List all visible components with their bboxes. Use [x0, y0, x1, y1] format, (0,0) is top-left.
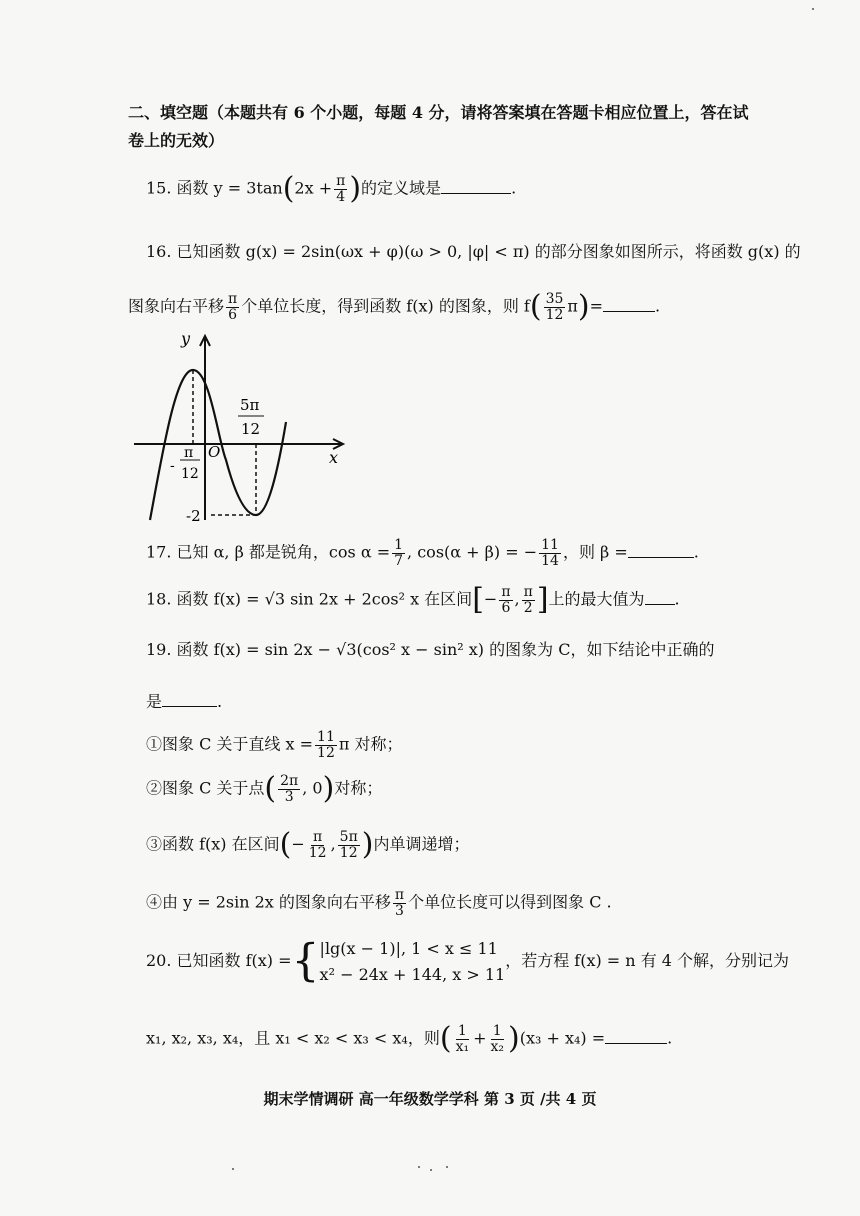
tick-right-den: 12	[241, 420, 261, 438]
sine-graph	[128, 330, 353, 530]
min-label: -2	[186, 507, 201, 525]
question-20-line2: x₁, x₂, x₃, x₄，且 x₁ < x₂ < x₃ < x₄，则( $\frac{1}{\text{x₁}}$ + $\frac{1}{\text{x₂}}$ )(x₃ + x₄) = .	[146, 1021, 673, 1057]
option-1: ①图象 C 关于直线 x = $\frac{11}{12}$ π 对称；	[146, 729, 403, 761]
question-16-line2: 图象向右平移 $\frac{\pi}{6}$ 个单位长度，得到函数 f(x) 的图象，则 f( $\frac{35}{12}$ π)= .	[128, 289, 661, 325]
q15-suffix: 的定义域是	[361, 178, 442, 198]
question-19: 19. 函数 f(x) = sin 2x − √3(cos² x − sin² x) 的图象为 C，如下结论中正确的	[146, 640, 715, 659]
x-label: x	[329, 448, 339, 467]
answer-blank-17	[628, 543, 694, 558]
option-3: ③函数 f(x) 在区间(− $\frac{\pi}{12}$ , $\frac{5\pi}{12}$ )内单调递增；	[146, 827, 470, 863]
origin-label: O	[208, 443, 221, 461]
q15-fraction: $\frac{\pi}{4}$	[336, 173, 346, 205]
answer-blank-18	[645, 590, 675, 605]
answer-blank-20	[605, 1029, 667, 1044]
section-header: 二、填空题（本题共有 6 个小题，每题 4 分，请将答案填在答题卡相应位置上，答在试	[128, 103, 749, 122]
q17-frac2: $\frac{11}{14}$	[541, 537, 559, 569]
q16-arg-fraction: $\frac{35}{12}$	[545, 291, 564, 323]
question-18: 18. 函数 f(x) = √3 sin 2x + 2cos² x 在区间[− $\frac{\pi}{6}$ , $\frac{\pi}{2}$ ]上的最大值为 .	[146, 582, 680, 618]
q17-frac1: $\frac{1}{7}$	[394, 537, 404, 569]
answer-blank-15	[441, 179, 511, 194]
question-19-line2: 是 .	[146, 692, 223, 711]
option-2: ②图象 C 关于点( $\frac{2\pi}{3}$ , 0)对称；	[146, 771, 383, 807]
q16-shift-fraction: $\frac{\pi}{6}$	[228, 291, 238, 323]
tick-left-sign: -	[170, 458, 175, 474]
option-4: ④由 y = 2sin 2x 的图象向右平移 $\frac{\pi}{3}$ 个单位长度可以得到图象 C .	[146, 887, 612, 919]
question-17: 17. 已知 α, β 都是锐角，cos α = $\frac{1}{7}$ , cos(α + β) = − $\frac{11}{14}$ ，则 β = .	[146, 537, 699, 569]
q15-inner: 2x +	[294, 178, 333, 198]
q15-text: 15. 函数 y = 3tan	[146, 178, 283, 198]
question-15: 15. 函数 y = 3tan(2x + $\frac{\pi}{4}$ )的定义域是 .	[146, 171, 517, 207]
tick-left-den: 12	[181, 466, 199, 482]
tick-right-num: 5π	[240, 396, 260, 414]
answer-blank-19	[162, 692, 217, 707]
tick-left-num: π	[184, 445, 194, 461]
question-16: 16. 已知函数 g(x) = 2sin(ωx + φ)(ω > 0, |φ| < π) 的部分图象如图所示，将函数 g(x) 的	[146, 242, 801, 261]
section-header-cont: 卷上的无效）	[128, 131, 225, 150]
y-label: y	[181, 330, 191, 348]
page-footer: 期末学情调研 高一年级数学学科 第 3 页 /共 4 页	[263, 1090, 597, 1108]
answer-blank-16	[603, 297, 655, 312]
question-20: 20. 已知函数 f(x) ={ |lg(x − 1)|, 1 < x ≤ 11 x² − 24x + 144, x > 11 ，若方程 f(x) = n 有 4 个解，分别记为	[146, 935, 790, 987]
piecewise-cases: |lg(x − 1)|, 1 < x ≤ 11 x² − 24x + 144, x > 11	[319, 939, 506, 984]
